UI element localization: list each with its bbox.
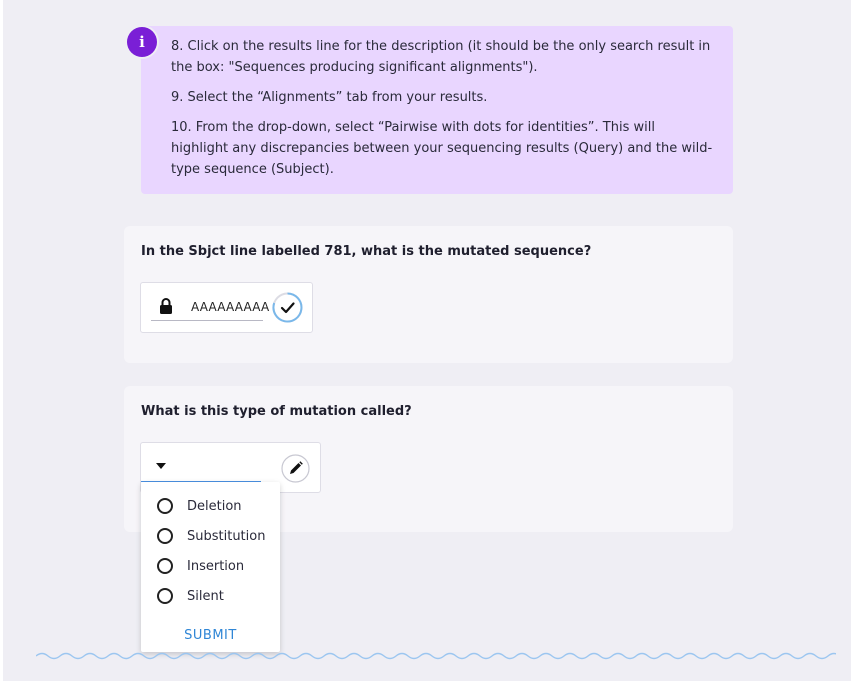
- radio-icon[interactable]: [157, 588, 173, 604]
- radio-icon[interactable]: [157, 498, 173, 514]
- radio-icon[interactable]: [157, 528, 173, 544]
- option-label: Silent: [187, 588, 224, 604]
- question-card-1: [124, 226, 733, 363]
- check-icon: [272, 292, 303, 323]
- answer-underline: [151, 320, 263, 321]
- info-icon: i: [127, 27, 157, 57]
- option-silent[interactable]: [157, 586, 224, 606]
- option-label: Substitution: [187, 528, 266, 544]
- pencil-icon[interactable]: [281, 454, 310, 483]
- instruction-step-9: 9. Select the “Alignments” tab from your results.: [171, 90, 488, 105]
- question-1-text: In the Sbjct line labelled 781, what is the mutated sequence?: [141, 244, 592, 259]
- instructions-box: [141, 26, 733, 194]
- radio-icon[interactable]: [157, 558, 173, 574]
- question-2-text: What is this type of mutation called?: [141, 404, 412, 419]
- mutation-options-dropdown: [141, 482, 280, 652]
- lock-icon: [159, 298, 173, 314]
- answer-value: AAAAAAAAA: [191, 300, 270, 314]
- option-label: Insertion: [187, 558, 245, 574]
- caret-down-icon: [156, 463, 166, 469]
- option-insertion[interactable]: [157, 556, 244, 576]
- wavy-divider: [36, 648, 836, 664]
- instruction-step-10: 10. From the drop-down, select “Pairwise with dots for identities”. This will highlight any discrepancies between your sequencing results (Query) and the wild-type sequence (Subject).: [171, 120, 713, 177]
- option-substitution[interactable]: [157, 526, 265, 546]
- option-label: Deletion: [187, 498, 242, 514]
- answer-field[interactable]: [140, 282, 313, 333]
- submit-button[interactable]: SUBMIT: [184, 628, 237, 643]
- instruction-step-8: 8. Click on the results line for the description (it should be the only search result in the box: "Sequences producing significant alignments").: [171, 39, 711, 75]
- option-deletion[interactable]: [157, 496, 242, 516]
